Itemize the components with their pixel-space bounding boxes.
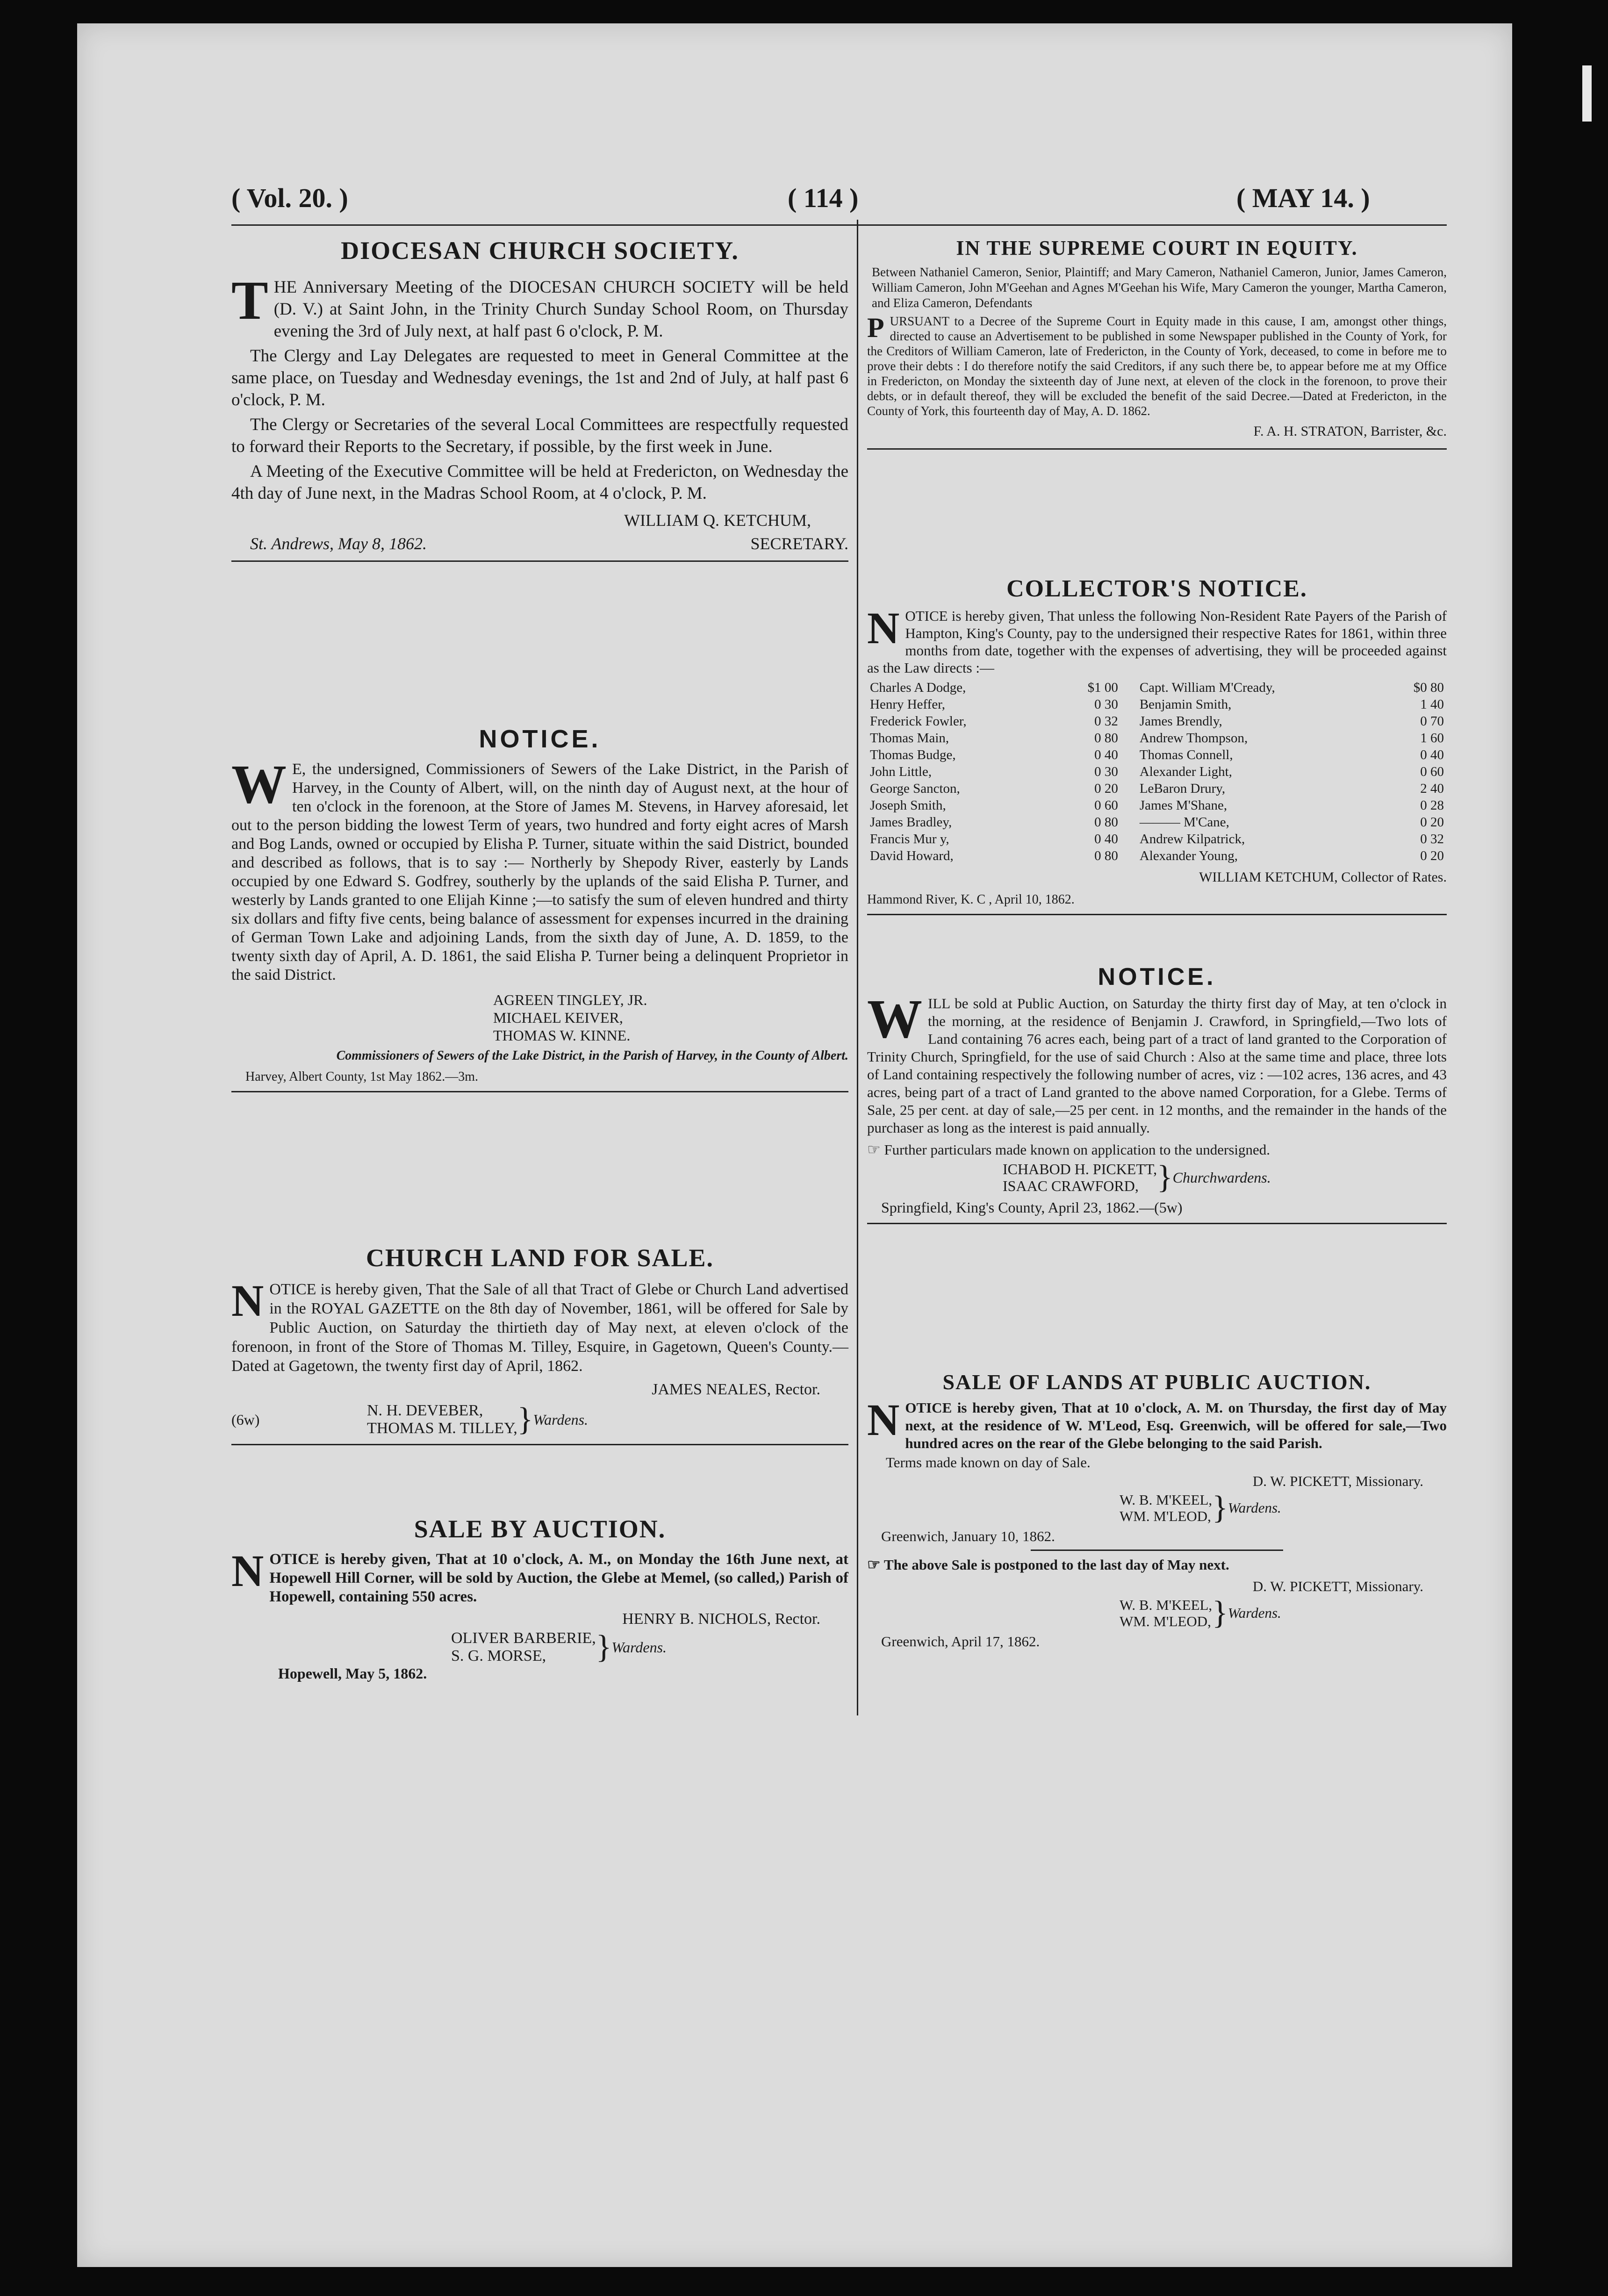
rates-row xyxy=(867,814,1447,831)
rate-amount: 0 20 xyxy=(1420,848,1444,863)
sale-by-auction-warden-names xyxy=(451,1629,596,1665)
rate-amount: 0 60 xyxy=(1094,798,1118,813)
public-auction-missionary-2: D. W. PICKETT, Missionary. xyxy=(1252,1578,1423,1594)
diocesan-place: St. Andrews, May 8, 1862. xyxy=(250,534,427,553)
notice-springfield-warden-names xyxy=(1003,1161,1157,1194)
rate-amount: 1 40 xyxy=(1420,697,1444,712)
ratepayer-name: Henry Heffer, xyxy=(870,697,945,712)
section-rule xyxy=(867,914,1447,915)
diocesan-paragraph-4: A Meeting of the Executive Committee will be held at Fredericton, on Wednesday the 4th day of June next, in the Madras School Room, at 4 o'clock, P. M. xyxy=(231,462,848,503)
public-auction-drop-cap: N xyxy=(867,1395,900,1445)
rate-amount: 1 60 xyxy=(1420,731,1444,746)
church-land-rector: JAMES NEALES, Rector. xyxy=(652,1381,820,1398)
equity-drop-cap: P xyxy=(867,312,884,343)
ratepayer-name: John Little, xyxy=(870,764,932,779)
diocesan-paragraph-3: The Clergy or Secretaries of the several Local Committees are respectfully requested to forward their Reports to the Secretary, if possible, by the first week in June. xyxy=(231,415,848,456)
church-land-wardens xyxy=(231,1402,848,1437)
diocesan-signer: WILLIAM Q. KETCHUM, xyxy=(624,511,811,530)
notice-springfield-further xyxy=(867,1141,1447,1159)
public-auction-wardens xyxy=(867,1492,1447,1524)
collector-body: OTICE is hereby given, That unless the following Non-Resident Rate Payers of the Parish of Hampton, King's County, pay to the undersigned their respective Rates for 1861, within three months from date, together with the expenses of advertising, they will be proceeded against as the Law directs :— xyxy=(867,608,1447,676)
rates-row xyxy=(867,831,1447,847)
public-auction-section xyxy=(867,1370,1447,1650)
ratepayer-name: Andrew Thompson, xyxy=(1139,731,1248,746)
ratepayer-name: Thomas Connell, xyxy=(1139,747,1233,762)
notice-springfield-drop-cap: W xyxy=(867,988,922,1049)
ratepayer-name: Alexander Young, xyxy=(1139,848,1238,863)
ratepayer-name: Benjamin Smith, xyxy=(1139,697,1232,712)
notice-commissioners-capacity: Commissioners of Sewers of the Lake District, in the Parish of Harvey, in the County of Albert. xyxy=(336,1048,848,1063)
sale-by-auction-title: SALE BY AUCTION. xyxy=(414,1515,666,1543)
collector-signer: WILLIAM KETCHUM, Collector of Rates. xyxy=(1199,869,1447,885)
newspaper-page xyxy=(77,23,1512,2267)
public-auction-wardens-label-2: Wardens. xyxy=(1228,1605,1281,1621)
ratepayer-name: James M'Shane, xyxy=(1139,798,1228,813)
public-auction-terms: Terms made known on day of Sale. xyxy=(886,1454,1091,1471)
notice-commissioners-signers xyxy=(231,991,848,1044)
notice-springfield-wardens-label: Churchwardens. xyxy=(1172,1169,1271,1186)
notice-springfield-title: NOTICE. xyxy=(1098,963,1216,990)
rate-amount: 0 32 xyxy=(1420,832,1444,847)
ratepayer-name: James Brendly, xyxy=(1139,714,1222,729)
public-auction-warden-names xyxy=(1120,1492,1212,1524)
rates-row xyxy=(867,797,1447,814)
collector-title: COLLECTOR'S NOTICE. xyxy=(1006,575,1307,602)
diocesan-title: DIOCESAN CHURCH SOCIETY. xyxy=(341,237,739,265)
collector-section xyxy=(867,575,1447,922)
page-number: ( 114 ) xyxy=(788,183,859,213)
warden-1: OLIVER BARBERIE, xyxy=(451,1629,596,1647)
diocesan-paragraph-2: The Clergy and Lay Delegates are requested to meet in General Committee at the same place, on Tuesday and Wednesday evenings, the 1st and 2nd of July, at half past 6 o'clock, P. M. xyxy=(231,346,848,409)
warden-1: ICHABOD H. PICKETT, xyxy=(1003,1161,1157,1177)
public-auction-postponed xyxy=(867,1556,1447,1573)
section-rule xyxy=(231,560,848,562)
public-auction-wardens-2 xyxy=(867,1597,1447,1629)
short-rule xyxy=(1031,1550,1283,1551)
rates-row xyxy=(867,713,1447,730)
rate-amount: $1 00 xyxy=(1087,680,1118,695)
rate-amount: 0 32 xyxy=(1094,714,1118,729)
rates-row xyxy=(867,847,1447,864)
equity-body: URSUANT to a Decree of the Supreme Court in Equity made in this cause, I am, amongst other things, directed to cause an Advertisement to be published in some Newspaper published in the County of York, for the Creditors of William Cameron, late of Fredericton, in the County of York, deceased, to come in before me to prove their debts : I do therefore notify the said Creditors, if any such there be, to appear before me at my Office in Fredericton, on Monday the sixteenth day of June next, at eleven of the clock in the forenoon, to prove their debts, or in default thereof, they will be excluded the benefit of the said Decree.—Dated at Fredericton, in the County of York, this fourteenth day of May, A. D. 1862. xyxy=(867,314,1447,418)
ratepayer-name: David Howard, xyxy=(870,848,954,863)
warden-2: THOMAS M. TILLEY, xyxy=(367,1420,517,1437)
signer-2: MICHAEL KEIVER, xyxy=(493,1009,623,1026)
rate-amount: 2 40 xyxy=(1420,781,1444,796)
public-auction-missionary: D. W. PICKETT, Missionary. xyxy=(1252,1473,1423,1489)
brace-glyph: } xyxy=(517,1401,533,1437)
section-rule xyxy=(231,1444,848,1445)
volume-label: ( Vol. 20. ) xyxy=(231,183,348,213)
ratepayer-name: ——— M'Cane, xyxy=(1139,815,1229,830)
ratepayer-name: Thomas Budge, xyxy=(870,747,956,762)
ratepayer-name: Alexander Light, xyxy=(1139,764,1232,779)
warden-1: W. B. M'KEEL, xyxy=(1120,1492,1213,1508)
diocesan-drop-cap: T xyxy=(231,270,268,331)
rate-amount: 0 80 xyxy=(1094,848,1118,863)
warden-2: WM. M'LEOD, xyxy=(1120,1613,1211,1629)
sale-by-auction-body: OTICE is hereby given, That at 10 o'clock, A. M., on Monday the 16th June next, at Hopewell Hill Corner, will be sold by Auction, the Glebe at Memel, (so called,) Parish of Hopewell, containing 550 acres. xyxy=(269,1551,848,1605)
equity-section xyxy=(867,236,1447,456)
public-auction-dateline-2: Greenwich, April 17, 1862. xyxy=(881,1633,1040,1650)
issue-date: ( MAY 14. ) xyxy=(1236,183,1370,213)
rate-amount: 0 80 xyxy=(1094,815,1118,830)
diocesan-paragraph-1: HE Anniversary Meeting of the DIOCESAN CHURCH SOCIETY will be held (D. V.) at Saint John, in the Trinity Church Sunday School Room, on Thursday evening the 3rd of July next, at half past 6 o'clock, P. M. xyxy=(273,278,848,341)
church-land-section xyxy=(231,1243,848,1452)
ratepayer-name: Capt. William M'Cready, xyxy=(1139,680,1275,695)
church-land-warden-names xyxy=(367,1402,517,1437)
rate-amount: $0 80 xyxy=(1413,680,1444,695)
public-auction-dateline: Greenwich, January 10, 1862. xyxy=(881,1528,1055,1544)
equity-signer: F. A. H. STRATON, Barrister, &c. xyxy=(1253,423,1447,439)
sale-by-auction-rector: HENRY B. NICHOLS, Rector. xyxy=(622,1610,820,1628)
warden-2: ISAAC CRAWFORD, xyxy=(1003,1177,1139,1194)
ratepayer-name: Thomas Main, xyxy=(870,731,949,746)
rate-amount: 0 30 xyxy=(1094,764,1118,779)
notice-commissioners-dateline: Harvey, Albert County, 1st May 1862.—3m. xyxy=(245,1069,478,1084)
ratepayer-name: Frederick Fowler, xyxy=(870,714,967,729)
sale-by-auction-section xyxy=(231,1514,848,1682)
section-rule xyxy=(867,1223,1447,1224)
diocesan-dateline xyxy=(231,533,848,554)
rate-amount: 0 30 xyxy=(1094,697,1118,712)
ratepayer-name: Joseph Smith, xyxy=(870,798,946,813)
public-auction-warden-names-2 xyxy=(1120,1597,1212,1629)
rate-amount: 0 60 xyxy=(1420,764,1444,779)
notice-commissioners-title: NOTICE. xyxy=(479,725,601,753)
church-land-body: OTICE is hereby given, That the Sale of all that Tract of Glebe or Church Land advertised in the ROYAL GAZETTE on the 8th day of November, 1861, will be offered for Sale by Public Auction, on Saturday the thirtieth day of May next, at eleven o'clock of the forenoon, in front of the Store of Thomas M. Tilley, Esquire, in Gagetown, Queen's County.—Dated at Gagetown, the twenty first day of April, 1862. xyxy=(231,1281,848,1375)
diocesan-role: SECRETARY. xyxy=(750,534,848,553)
ratepayer-name: Charles A Dodge, xyxy=(870,680,966,695)
equity-title: IN THE SUPREME COURT IN EQUITY. xyxy=(956,237,1358,259)
warden-1: W. B. M'KEEL, xyxy=(1120,1597,1213,1613)
sale-by-auction-drop-cap: N xyxy=(231,1546,264,1596)
collector-dateline: Hammond River, K. C , April 10, 1862. xyxy=(867,892,1075,907)
warden-2: S. G. MORSE, xyxy=(451,1647,546,1665)
ratepayer-name: Andrew Kilpatrick, xyxy=(1139,832,1245,847)
warden-1: N. H. DEVEBER, xyxy=(367,1402,483,1419)
rates-table xyxy=(867,679,1447,864)
rates-row xyxy=(867,763,1447,780)
church-land-title: CHURCH LAND FOR SALE. xyxy=(366,1244,714,1272)
ratepayer-name: George Sancton, xyxy=(870,781,960,796)
sale-by-auction-wardens xyxy=(231,1629,848,1665)
brace-glyph: } xyxy=(1212,1595,1228,1631)
church-land-wardens-label: Wardens. xyxy=(533,1411,589,1428)
notice-springfield-body: ILL be sold at Public Auction, on Saturday the thirty first day of May, at ten o'clock in the morning, at the residence of Benjamin J. Crawford, in Springfield,—Two lots of Land containing 76 acres each, being part of a tract of land granted to the Corporation of Trinity Church, Springfield, for the use of said Church : Also at the same time and place, three lots of Land containing respectively the following number of acres, viz : —102 acres, 136 acres, and 43 acres, being part of a tract of Land granted to the above named Corporation, for a Glebe. Terms of Sale, 25 per cent. at day of sale,—25 per cent. in 12 months, and the remainder in the hands of the purchaser as long as the interest is paid annually. xyxy=(867,995,1447,1136)
page-edge-mark xyxy=(1582,65,1592,122)
sale-by-auction-wardens-label: Wardens. xyxy=(611,1638,667,1656)
public-auction-title: SALE OF LANDS AT PUBLIC AUCTION. xyxy=(942,1370,1371,1394)
pointing-hand-icon: ☞ xyxy=(867,1141,881,1158)
rate-amount: 0 40 xyxy=(1420,747,1444,762)
brace-glyph: } xyxy=(596,1629,612,1665)
equity-parties: Between Nathaniel Cameron, Senior, Plaintiff; and Mary Cameron, Nathaniel Cameron, Junior, James Cameron, William Cameron, John M'Geehan and Agnes M'Geehan his Wife, Mary Cameron the younger, Martha Cameron, and Eliza Cameron, Defendants xyxy=(872,265,1447,310)
rate-amount: 0 20 xyxy=(1420,815,1444,830)
section-rule xyxy=(231,1091,848,1092)
public-auction-wardens-label: Wardens. xyxy=(1228,1500,1281,1516)
rates-row xyxy=(867,780,1447,797)
ratepayer-name: James Bradley, xyxy=(870,815,952,830)
signer-3: THOMAS W. KINNE. xyxy=(493,1027,631,1044)
notice-commissioners-body: E, the undersigned, Commissioners of Sewers of the Lake District, in the Parish of Harvey, in the County of Albert, will, on the ninth day of August next, at the hour of ten o'clock in the forenoon, at the Store of James M. Stevens, in Harvey aforesaid, let out to the person bidding the lowest Term of years, two hundred and forty eight acres of Marsh and Bog Lands, owned or occupied by Elisha P. Turner, situate within the said District, bounded and described as follows, that is to say :— Northerly by Shepody River, easterly by Lands occupied by one Edward S. Godfrey, southerly by the uplands of the said Elisha P. Turner, and westerly by Lands granted to one Elijah Kinne ;—to satisfy the sum of eleven hundred and thirty six dollars and fifty five cents, being balance of assessment for expenses incurred in the draining of German Town Lake and adjoining Lands, from the sixth day of June, A. D. 1859, to the twenty sixth day of April, A. D. 1861, the said Elisha P. Turner being a delinquent Proprietor in the said District. xyxy=(231,761,848,983)
signer-1: AGREEN TINGLEY, JR. xyxy=(493,991,647,1008)
diocesan-section xyxy=(231,236,848,568)
header-rule xyxy=(231,224,1447,226)
notice-springfield-further-text: Further particulars made known on application to the undersigned. xyxy=(884,1141,1271,1158)
rates-table-body xyxy=(867,679,1447,864)
rate-amount: 0 20 xyxy=(1094,781,1118,796)
sale-by-auction-dateline: Hopewell, May 5, 1862. xyxy=(278,1665,427,1682)
ratepayer-name: LeBaron Drury, xyxy=(1139,781,1226,796)
rates-row xyxy=(867,730,1447,746)
notice-commissioners-drop-cap: W xyxy=(231,753,287,815)
rate-amount: 0 80 xyxy=(1094,731,1118,746)
public-auction-postponed-text: The above Sale is postponed to the last day of May next. xyxy=(883,1557,1229,1573)
brace-glyph: } xyxy=(1157,1159,1173,1195)
rate-amount: 0 40 xyxy=(1094,747,1118,762)
notice-springfield-dateline: Springfield, King's County, April 23, 1862.—(5w) xyxy=(881,1199,1183,1216)
pointing-hand-icon: ☞ xyxy=(867,1556,881,1573)
warden-2: WM. M'LEOD, xyxy=(1120,1508,1211,1524)
section-rule xyxy=(867,448,1447,450)
notice-commissioners-section xyxy=(231,725,848,1099)
church-land-tag: (6w) xyxy=(231,1411,260,1428)
notice-springfield-section xyxy=(867,963,1447,1231)
rate-amount: 0 70 xyxy=(1420,714,1444,729)
rate-amount: 0 40 xyxy=(1094,832,1118,847)
church-land-drop-cap: N xyxy=(231,1276,264,1326)
brace-glyph: } xyxy=(1212,1490,1228,1526)
rates-row xyxy=(867,746,1447,763)
rate-amount: 0 28 xyxy=(1420,798,1444,813)
collector-drop-cap: N xyxy=(867,603,900,653)
ratepayer-name: Francis Mur y, xyxy=(870,832,949,847)
public-auction-body: OTICE is hereby given, That at 10 o'clock, A. M. on Thursday, the first day of May next, at the residence of W. M'Leod, Esq. Greenwich, will be offered for sale,—Two hundred acres on the rear of the Glebe belonging to the said Parish. xyxy=(905,1399,1447,1451)
notice-springfield-wardens xyxy=(867,1161,1447,1194)
column-rule xyxy=(857,220,858,1715)
rates-row xyxy=(867,696,1447,713)
rates-row xyxy=(867,679,1447,696)
